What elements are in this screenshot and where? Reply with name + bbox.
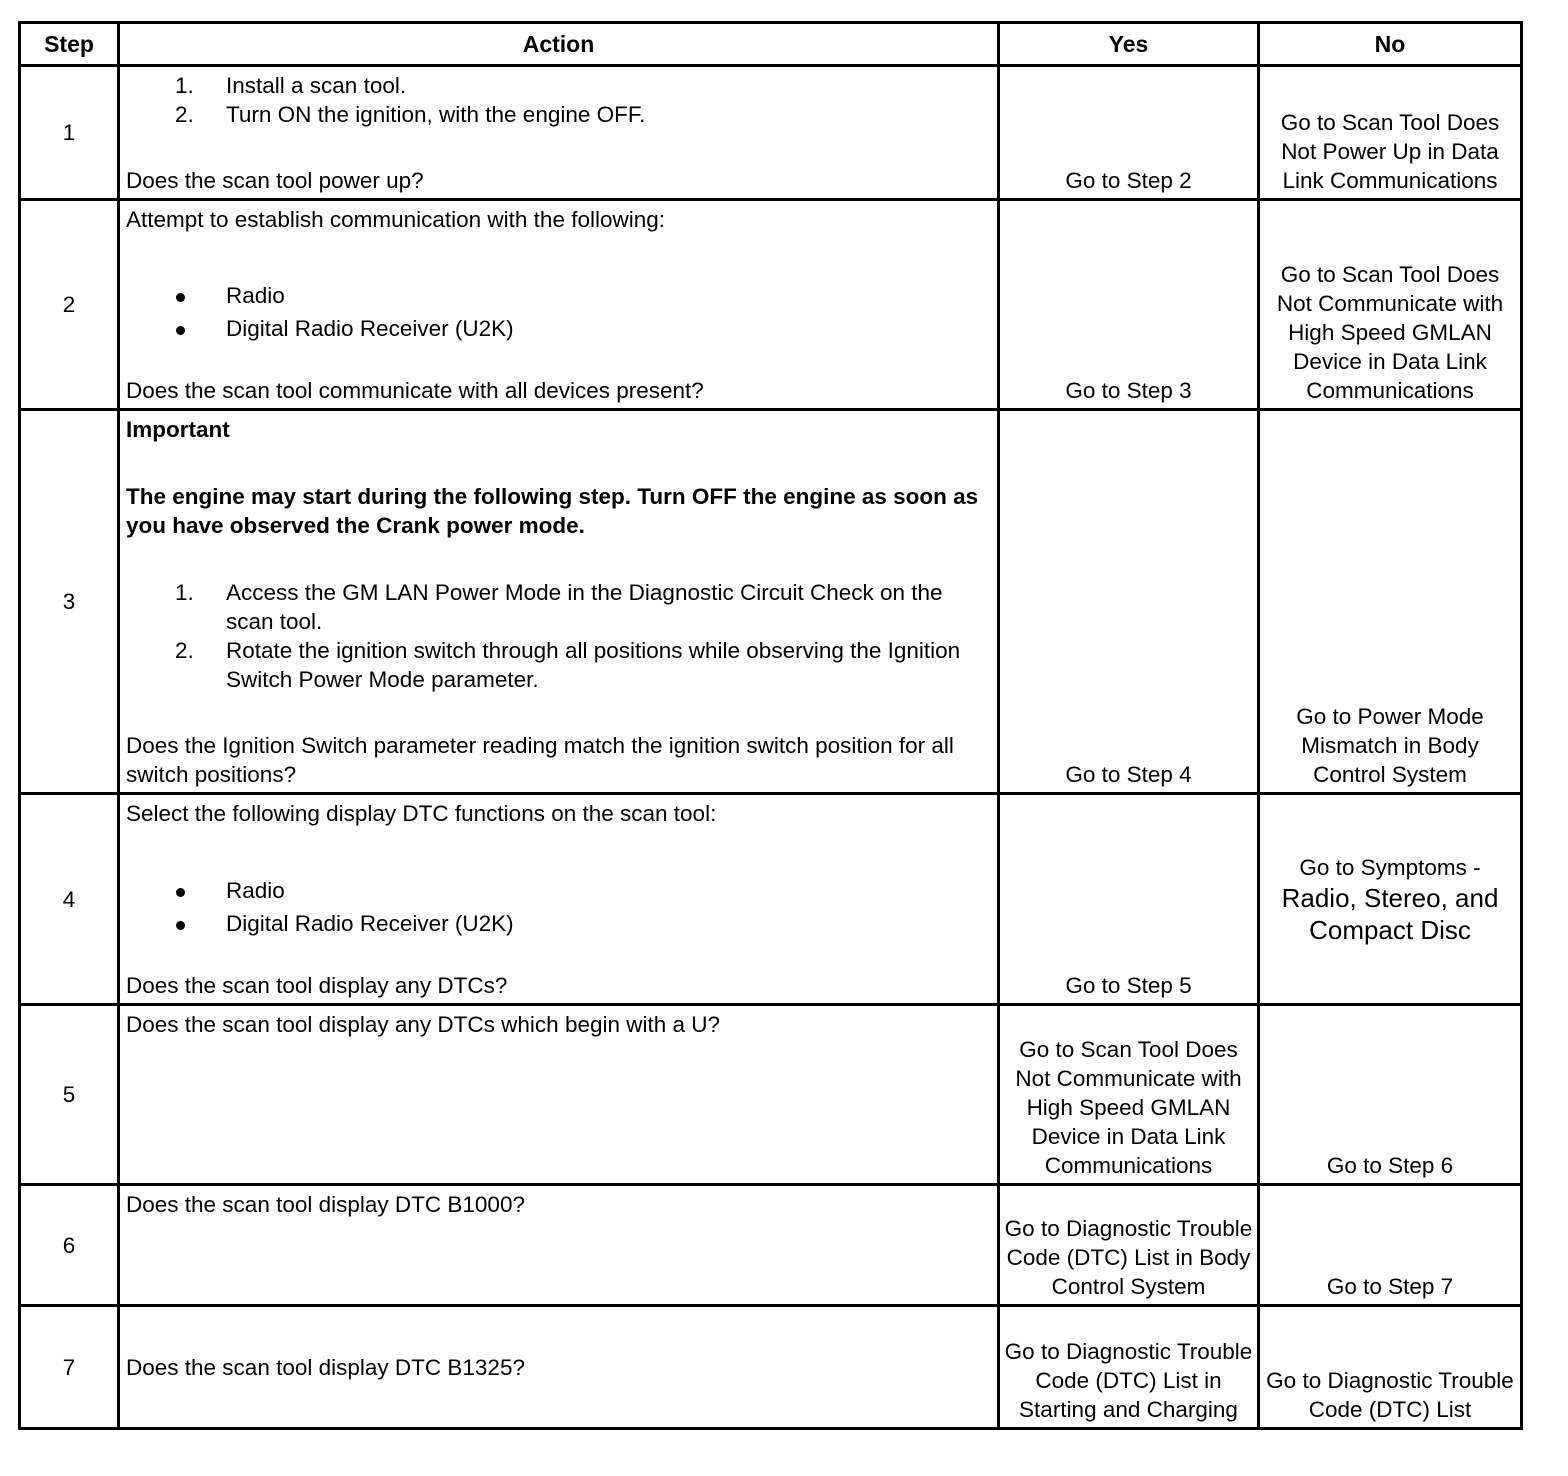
table-row (20, 66, 1522, 200)
bullet-list (126, 281, 991, 343)
header-yes: Yes (999, 23, 1259, 66)
list-item: Radio (126, 876, 991, 905)
bullet-icon (176, 888, 185, 897)
question-text: Does the Ignition Switch parameter reading match the ignition switch position for all switch positions? (126, 733, 954, 787)
question-text: Does the scan tool communicate with all devices present? (126, 378, 704, 403)
question-text: Does the scan tool display DTC B1325? (126, 1355, 525, 1380)
no-cell: Go to Step 6 (1259, 1005, 1522, 1185)
action-cell (119, 1306, 999, 1429)
important-title: Important (126, 417, 230, 442)
step-number: 6 (20, 1185, 119, 1306)
step-number: 3 (20, 410, 119, 794)
step-number: 1 (20, 66, 119, 200)
bullet-icon (176, 921, 185, 930)
action-cell (119, 1005, 999, 1185)
action-cell (119, 794, 999, 1005)
list-item: Digital Radio Receiver (U2K) (126, 909, 991, 938)
yes-cell: Go to Diagnostic Trouble Code (DTC) List in Starting and Charging (999, 1306, 1259, 1429)
list-item: Radio (126, 281, 991, 310)
question-text: Does the scan tool display any DTCs which begin with a U? (126, 1012, 721, 1037)
intro-text: Attempt to establish communication with the following: (126, 207, 666, 232)
bullet-icon (176, 326, 185, 335)
header-no: No (1259, 23, 1522, 66)
action-cell (119, 410, 999, 794)
numbered-list (126, 71, 991, 129)
yes-cell: Go to Scan Tool Does Not Communicate with High Speed GMLAN Device in Data Link Communications (999, 1005, 1259, 1185)
no-cell: Go to Power Mode Mismatch in Body Control System (1259, 410, 1522, 794)
yes-cell: Go to Step 3 (999, 200, 1259, 410)
list-item: 1. Access the GM LAN Power Mode in the Diagnostic Circuit Check on the scan tool. (175, 579, 943, 634)
table-row (20, 1306, 1522, 1429)
action-cell (119, 1185, 999, 1306)
yes-cell: Go to Step 4 (999, 410, 1259, 794)
list-item: Digital Radio Receiver (U2K) (126, 314, 991, 343)
no-cell: Go to Diagnostic Trouble Code (DTC) List (1259, 1306, 1522, 1429)
question-text: Does the scan tool power up? (126, 168, 424, 193)
yes-cell: Go to Step 5 (999, 794, 1259, 1005)
step-number: 2 (20, 200, 119, 410)
numbered-list (126, 578, 991, 694)
step-number: 7 (20, 1306, 119, 1429)
action-cell (119, 200, 999, 410)
list-item: 2. Turn ON the ignition, with the engine OFF. (175, 102, 646, 127)
list-item: 1. Install a scan tool. (175, 73, 407, 98)
diagnostic-table (18, 21, 1523, 1430)
yes-cell: Go to Diagnostic Trouble Code (DTC) List in Body Control System (999, 1185, 1259, 1306)
question-text: Does the scan tool display DTC B1000? (126, 1192, 525, 1217)
important-text: The engine may start during the following step. Turn OFF the engine as soon as you have observed the Crank power mode. (126, 484, 979, 538)
header-row (20, 23, 1522, 66)
no-cell: Go to Step 7 (1259, 1185, 1522, 1306)
step-number: 4 (20, 794, 119, 1005)
table-row (20, 410, 1522, 794)
intro-text: Select the following display DTC functions on the scan tool: (126, 801, 717, 826)
step-number: 5 (20, 1005, 119, 1185)
header-step: Step (20, 23, 119, 66)
bullet-list (126, 876, 991, 938)
action-cell (119, 66, 999, 200)
no-line-1: Go to Symptoms - (1299, 854, 1481, 880)
table-row (20, 200, 1522, 410)
bullet-icon (176, 293, 185, 302)
table-row (20, 1185, 1522, 1306)
table-row (20, 1005, 1522, 1185)
no-cell: Go to Scan Tool Does Not Communicate with High Speed GMLAN Device in Data Link Communications (1259, 200, 1522, 410)
no-cell: Go to Scan Tool Does Not Power Up in Data Link Communications (1259, 66, 1522, 200)
no-line-2: Radio, Stereo, and Compact Disc (1281, 882, 1499, 945)
yes-cell: Go to Step 2 (999, 66, 1259, 200)
no-cell (1259, 794, 1522, 1005)
table-row (20, 794, 1522, 1005)
list-item: 2. Rotate the ignition switch through all positions while observing the Ignition Switch Power Mode parameter. (175, 637, 961, 692)
header-action: Action (119, 23, 999, 66)
question-text: Does the scan tool display any DTCs? (126, 973, 508, 998)
